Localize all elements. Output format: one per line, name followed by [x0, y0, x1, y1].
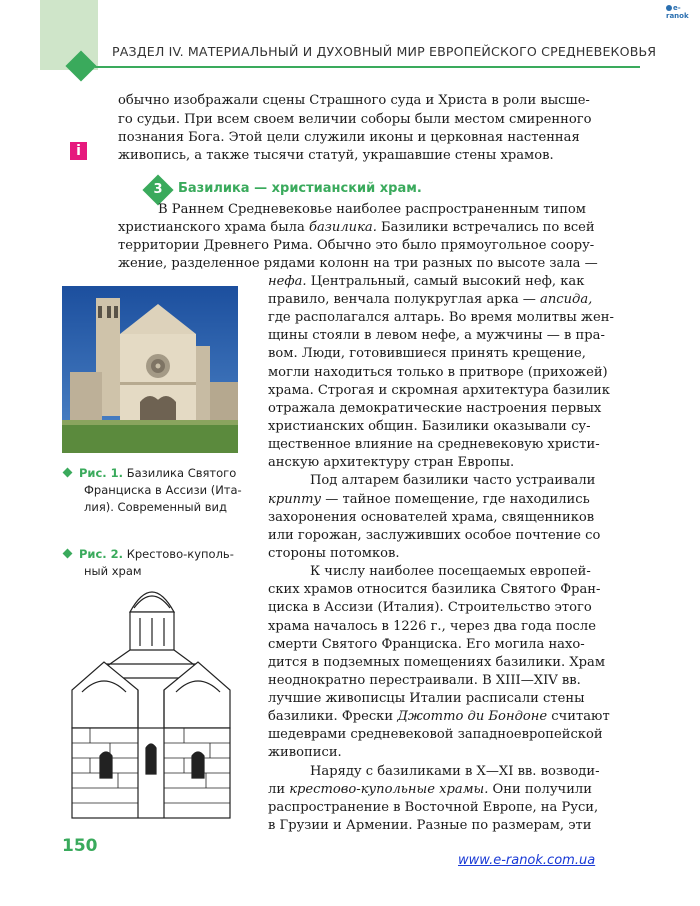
text-line: или горожан, заслуживших особое почтение со — [268, 528, 601, 543]
text-line: отражала демократические настроения первых — [268, 401, 602, 416]
text-line: лучшие живописцы Италии расписали стены — [268, 691, 585, 706]
figure-2-label: Рис. 2. — [79, 547, 124, 561]
text-line: крипту — тайное помещение, где находились — [268, 492, 590, 507]
page-number: 150 — [62, 836, 98, 856]
figure-1-caption-line: лия). Современный вид — [84, 500, 227, 514]
text-line: Наряду с базиликами в X—XI вв. возводи- — [310, 764, 600, 779]
text-line: ских храмов относится базилика Святого Фран- — [268, 582, 601, 597]
text-line: дится в подземных помещениях базилики. Храм — [268, 655, 606, 670]
term-crypt: крипту — [268, 492, 322, 507]
info-icon: i — [70, 142, 87, 160]
text-line: ли крестово-купольные храмы. Они получили — [268, 782, 592, 797]
text-line: живопись, а также тысячи статуй, украшавшие стены храмов. — [118, 148, 554, 163]
text-line: христианских общин. Базилики оказывали су- — [268, 419, 591, 434]
term-cross-domed: крестово-купольные храмы. — [289, 782, 489, 797]
text-line: обычно изображали сцены Страшного суда и Христа в роли высше- — [118, 93, 590, 108]
text-line: базилики. Фрески Джотто ди Бондоне считают — [268, 709, 610, 724]
logo-dot-icon — [666, 5, 672, 11]
caption-diamond-icon — [63, 468, 73, 478]
text-line: храма началось в 1226 г., через два года после — [268, 619, 596, 634]
text-line: живописи. — [268, 745, 342, 760]
text-line: жение, разделенное рядами колонн на три разных по высоте зала — — [118, 256, 598, 271]
caption-diamond-icon — [63, 549, 73, 559]
text-line: шедеврами средневековой западноевропейской — [268, 727, 603, 742]
figure-2-caption: Рис. 2. Крестово-куполь- — [64, 546, 234, 563]
text-line: христианского храма была базилика. Базилики встречались по всей — [118, 220, 595, 235]
section-title: Базилика — христианский храм. — [178, 181, 422, 196]
section-number: 3 — [153, 182, 163, 197]
term-basilica: базилика. — [308, 220, 377, 235]
text-line: щины стояли в левом нефе, а мужчины — в пра- — [268, 328, 605, 343]
basilica-photo — [62, 286, 238, 453]
term-apse: апсида, — [540, 292, 593, 307]
text-line: познания Бога. Этой цели служили иконы и церковная настенная — [118, 130, 580, 145]
text-line: территории Древнего Рима. Обычно это было прямоугольное соору- — [118, 238, 595, 253]
text-line: распространение в Восточной Европе, на Руси, — [268, 800, 599, 815]
text-line: где располагался алтарь. Во время молитвы жен- — [268, 310, 614, 325]
figure-1-caption-line: Франциска в Ассизи (Ита- — [84, 483, 242, 497]
text-line: нефа. Центральный, самый высокий неф, как — [268, 274, 585, 289]
text-line: К числу наиболее посещаемых европей- — [310, 564, 591, 579]
term-giotto: Джотто ди Бондоне — [397, 709, 548, 724]
figure-1-caption: Рис. 1. Базилика Святого — [64, 465, 236, 482]
text-line: захоронения основателей храма, священников — [268, 510, 595, 525]
text-line: неоднократно перестраивали. В XIII—XIV вв. — [268, 673, 581, 688]
cross-domed-church-drawing — [60, 578, 242, 833]
text-line: стороны потомков. — [268, 546, 400, 561]
figure-1-label: Рис. 1. — [79, 466, 124, 480]
publisher-logo — [666, 4, 700, 20]
section-header: РАЗДЕЛ IV. МАТЕРИАЛЬНЫЙ И ДУХОВНЫЙ МИР ЕВРОПЕЙСКОГО СРЕДНЕВЕКОВЬЯ — [112, 44, 657, 59]
logo-text: e-ranok — [666, 4, 689, 20]
header-rule — [95, 66, 640, 68]
text-line: щественное влияние на средневековую христи- — [268, 437, 600, 452]
text-line: циска в Ассизи (Италия). Строительство этого — [268, 600, 592, 615]
website-link[interactable]: www.e-ranok.com.ua — [458, 853, 596, 868]
text-line: храма. Строгая и скромная архитектура базилик — [268, 383, 610, 398]
text-line: смерти Святого Франциска. Его могила нахо- — [268, 637, 585, 652]
term-nave: нефа. — [268, 274, 307, 289]
text-line: анскую архитектуру стран Европы. — [268, 455, 515, 470]
text-line: могли находиться только в притворе (прихожей) — [268, 365, 608, 380]
figure-2-caption-line: ный храм — [84, 564, 142, 578]
text-line: в Грузии и Армении. Разные по размерам, эти — [268, 818, 592, 833]
text-line: Под алтарем базилики часто устраивали — [310, 473, 596, 488]
text-line: вом. Люди, готовившиеся принять крещение, — [268, 346, 586, 361]
text-line: го судьи. При всем своем величии соборы были местом смиренного — [118, 112, 592, 127]
text-line: В Раннем Средневековье наиболее распространенным типом — [158, 202, 586, 217]
text-line: правило, венчала полукруглая арка — апсида, — [268, 292, 593, 307]
